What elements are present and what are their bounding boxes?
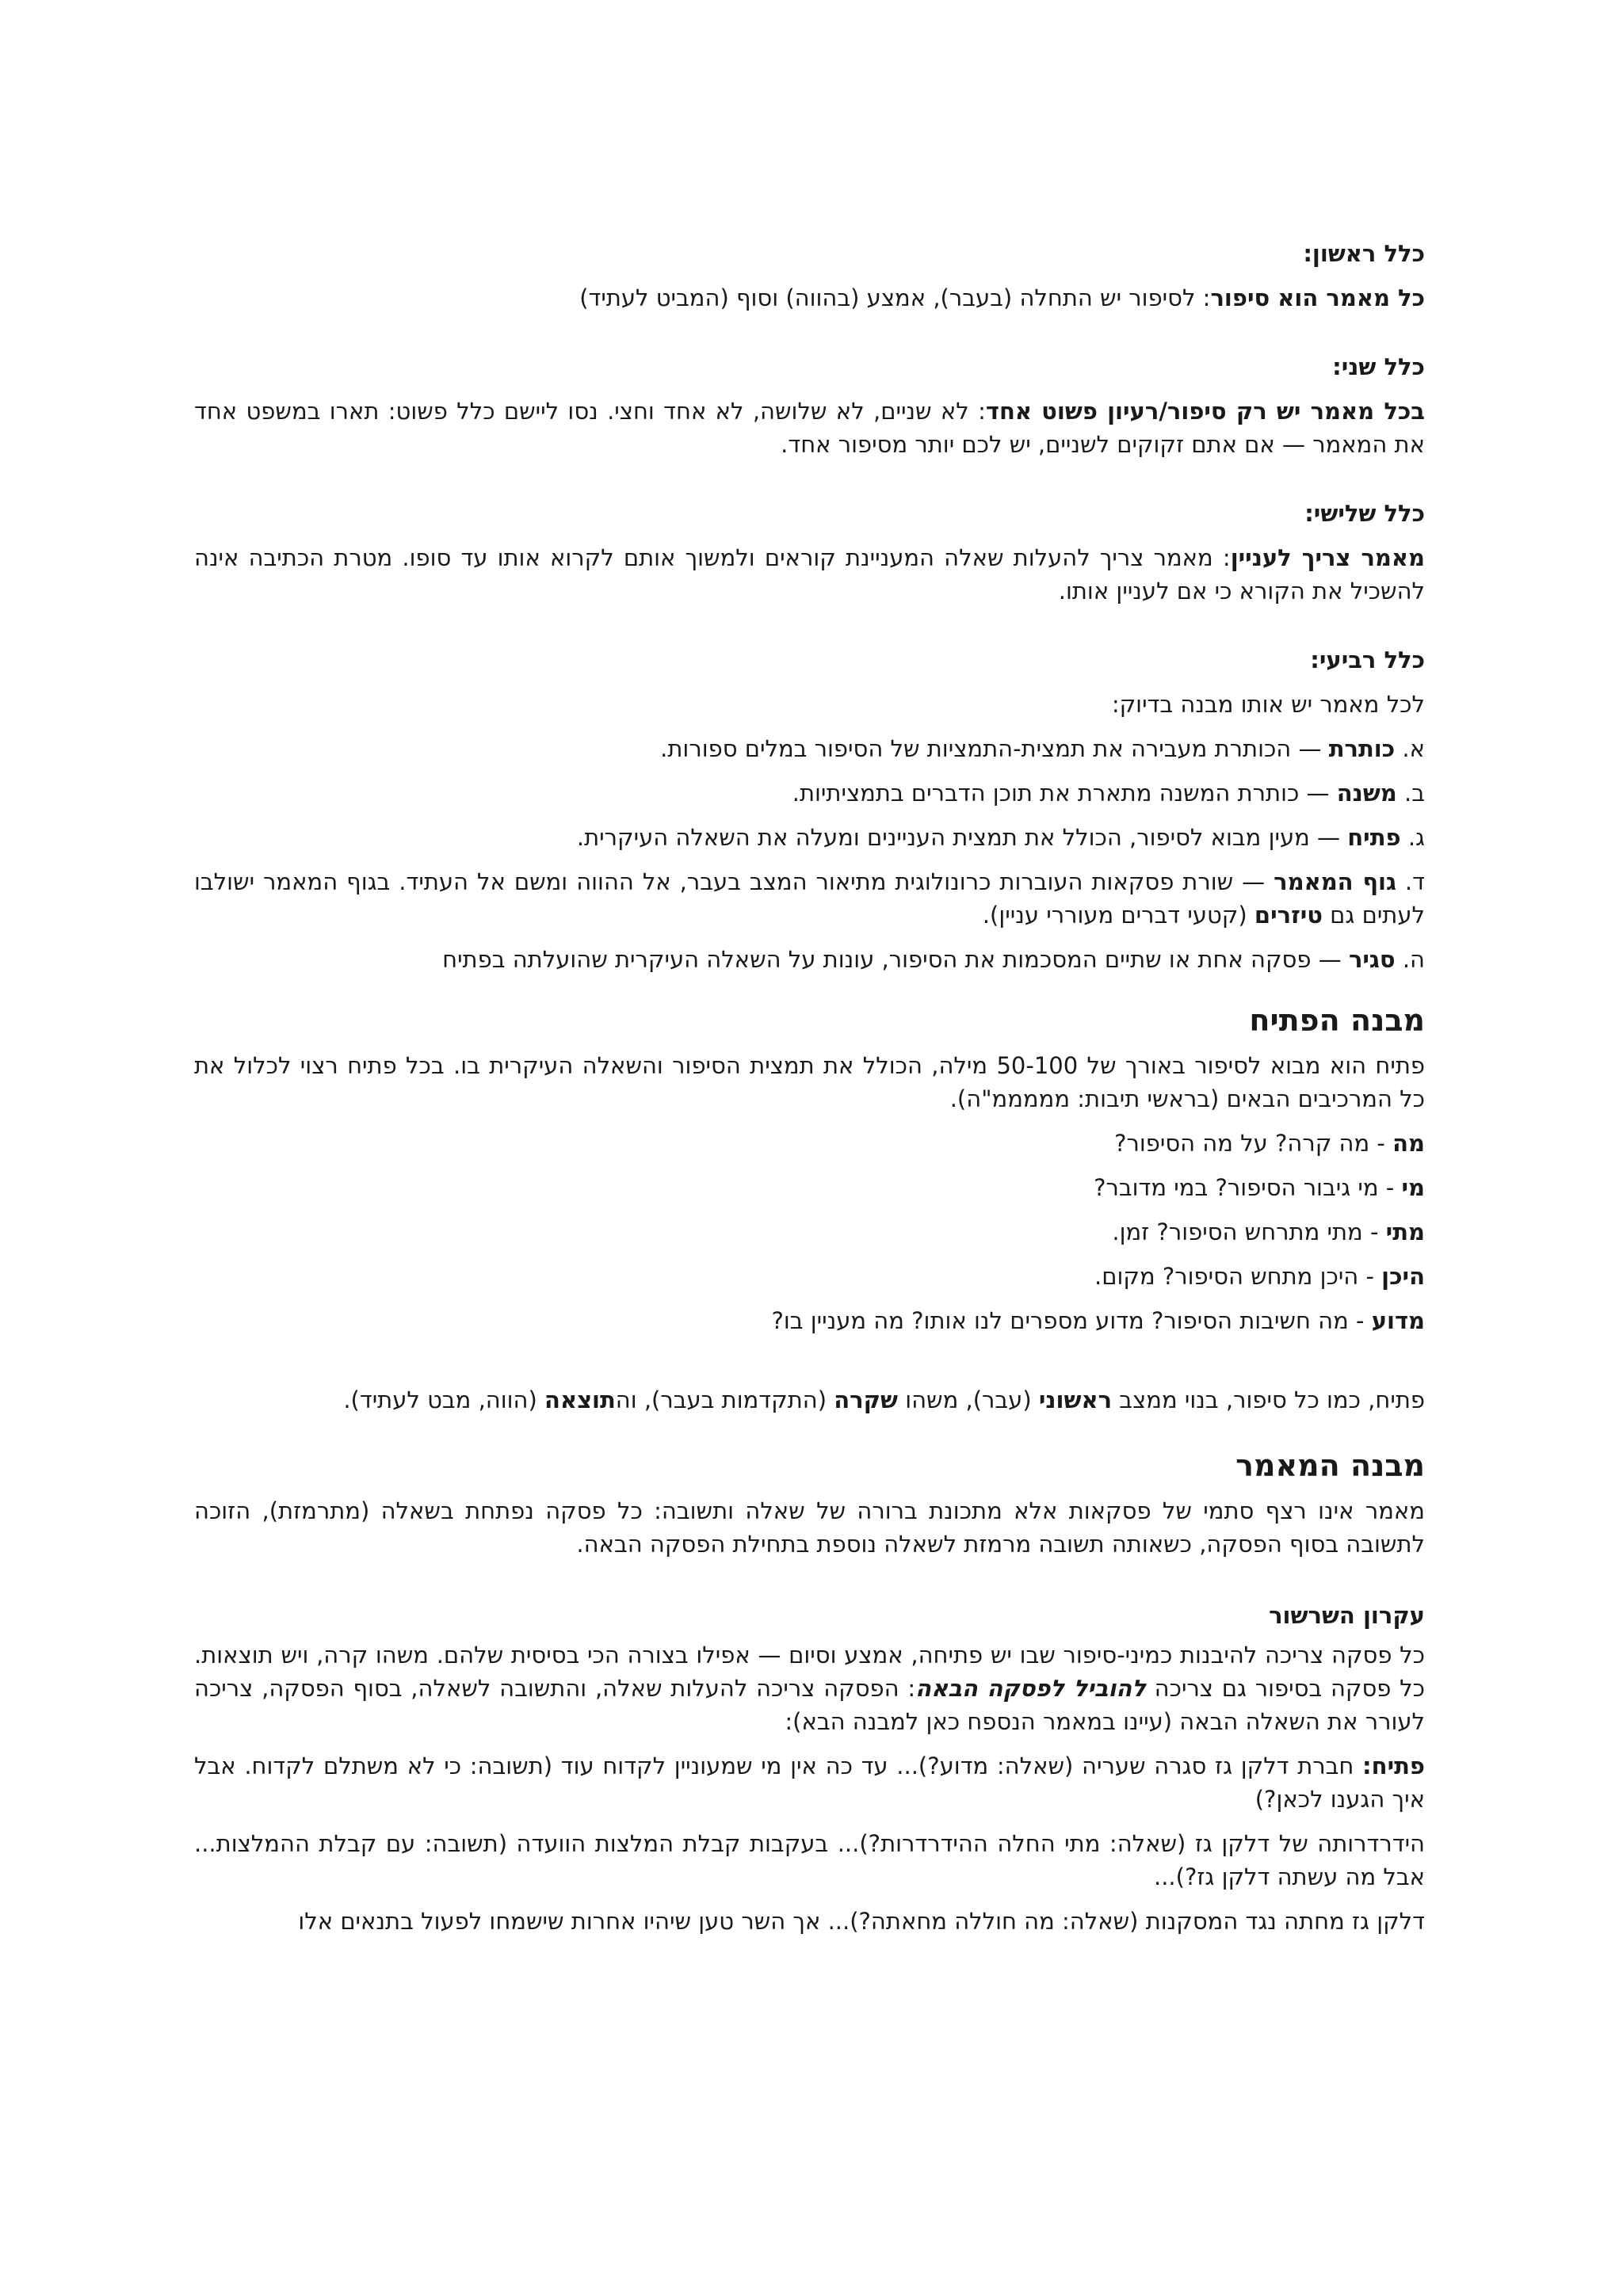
question-text: - מה חשיבות הסיפור? מדוע מספרים לנו אותו? מה מעניין בו? bbox=[771, 1307, 1372, 1334]
structure-text: מאמר אינו רצף סתמי של פסקאות אלא מתכונת ברורה של שאלה ותשובה: כל פסקה נפתחת בשאלה (מתרמזת), הזוכה לתשובה בסוף הפסקה, כשאותה תשובה מרמזת לשאלה נוספת בתחילת הפסקה הבאה. bbox=[194, 1497, 1425, 1558]
rule-three-text bbox=[194, 541, 1425, 608]
summary-term-result: תוצאה bbox=[544, 1386, 616, 1413]
list-text: — הכותרת מעבירה את תמצית-התמציות של הסיפור במלים ספורות. bbox=[660, 735, 1329, 762]
chaining-paragraph bbox=[194, 1638, 1425, 1738]
question-term: מי bbox=[1401, 1174, 1425, 1201]
rule-four-title: כלל רביעי: bbox=[1310, 646, 1425, 673]
question-term: היכן bbox=[1381, 1263, 1425, 1290]
summary-text: (התקדמות בעבר), וה bbox=[615, 1386, 834, 1413]
question-term: מדוע bbox=[1371, 1307, 1425, 1334]
list-term: גוף המאמר bbox=[1274, 868, 1396, 895]
list-item bbox=[194, 821, 1425, 854]
rule-four-section bbox=[194, 644, 1425, 976]
example-text: חברת דלקן גז סגרה שעריה (שאלה: מדוע?)... עד כה אין מי שמעוניין לקדוח עוד (תשובה: כי לא משתלם לקדוח. אבל איך הגענו לכאן?) bbox=[194, 1753, 1425, 1813]
list-prefix: ד. bbox=[1396, 868, 1425, 895]
chaining-example-two: הידרדרותה של דלקן גז (שאלה: מתי החלה ההידרדרות?)... בעקבות קבלת המלצות הוועדה (תשובה: עם קבלת ההמלצות... אבל מה עשתה דלקן גז?)... bbox=[194, 1830, 1425, 1890]
structure-heading: מבנה המאמר bbox=[1235, 1448, 1425, 1483]
list-prefix: ג. bbox=[1400, 824, 1425, 851]
list-text: — כותרת המשנה מתארת את תוכן הדברים בתמציתיות. bbox=[792, 780, 1337, 807]
rule-three-body: : מאמר צריך להעלות שאלה המעניינת קוראים ולמשוך אותם לקרוא אותו עד סופו. מטרת הכתיבה אינה להשכיל את הקורא כי אם לעניין אותו. bbox=[194, 544, 1425, 605]
chaining-example-three: דלקן גז מחתה נגד המסקנות (שאלה: מה חוללה מחאתה?)... אך השר טען שיהיו אחרות שישמחו לפעול בתנאים אלו bbox=[298, 1908, 1425, 1935]
example-label: פתיח: bbox=[1362, 1753, 1425, 1779]
chaining-heading: עקרון השרשור bbox=[1269, 1602, 1425, 1629]
chaining-text: כל פסקה צריכה להיבנות כמיני-סיפור שבו יש פתיחה, אמצע וסיום — אפילו בצורה הכי בסיסית שלהם. משהו קרה, ויש תוצאות. כל פסקה בסיפור גם צריכה bbox=[194, 1642, 1426, 1702]
list-text: — מעין מבוא לסיפור, הכולל את תמצית העניינים ומעלה את השאלה העיקרית. bbox=[576, 824, 1348, 851]
chaining-text: : הפסקה צריכה להעלות שאלה, והתשובה לשאלה, בסוף הפסקה, צריכה לעורר את השאלה הבאה (עיינו במאמר הנספח כאן למבנה הבא): bbox=[194, 1675, 1425, 1735]
question-item bbox=[194, 1171, 1425, 1204]
rule-three-title: כלל שלישי: bbox=[1304, 500, 1425, 527]
opening-intro: פתיח הוא מבוא לסיפור באורך של 50-100 מילה, הכולל את תמצית הסיפור והשאלה העיקרית בו. בכל פתיח רצוי לכלול את כל המרכיבים הבאים (בראשי תיבות: מממממ"ה). bbox=[194, 1052, 1425, 1112]
rule-two-text bbox=[194, 395, 1425, 461]
list-prefix: א. bbox=[1395, 735, 1425, 762]
rule-three-section bbox=[194, 498, 1425, 608]
summary-text: פתיח, כמו כל סיפור, בנוי ממצב bbox=[1112, 1386, 1425, 1413]
list-term: משנה bbox=[1336, 780, 1397, 807]
rule-one-text bbox=[194, 281, 1425, 315]
rule-one-body: : לסיפור יש התחלה (בעבר), אמצע (בהווה) וסוף (המביט לעתיד) bbox=[579, 284, 1211, 311]
summary-text: (עבר), משהו bbox=[897, 1386, 1039, 1413]
chaining-emphasis: להוביל לפסקה הבאה bbox=[915, 1675, 1146, 1702]
summary-text: (הווה, מבט לעתיד). bbox=[343, 1386, 545, 1413]
list-text: — פסקה אחת או שתיים המסכמות את הסיפור, עונות על השאלה העיקרית שהועלתה בפתיח bbox=[442, 946, 1349, 973]
rule-one-title: כלל ראשון: bbox=[1303, 240, 1425, 267]
summary-term-happened: שקרה bbox=[834, 1386, 898, 1413]
list-item bbox=[194, 732, 1425, 765]
question-item bbox=[194, 1260, 1425, 1293]
rule-one-section bbox=[194, 238, 1425, 315]
chaining-example-one bbox=[194, 1749, 1425, 1816]
list-prefix: ה. bbox=[1395, 946, 1425, 973]
opening-summary bbox=[194, 1383, 1425, 1417]
list-text: — שורת פסקאות העוברות כרונולוגית מתיאור המצב בעבר, אל ההווה ומשם אל העתיד. בגוף המאמר ישולבו לעתים גם bbox=[194, 868, 1425, 929]
list-item bbox=[194, 943, 1425, 976]
list-item bbox=[194, 776, 1425, 810]
question-text: - מה קרה? על מה הסיפור? bbox=[1114, 1130, 1393, 1157]
rule-three-bold: מאמר צריך לעניין bbox=[1230, 544, 1425, 571]
list-prefix: ב. bbox=[1396, 780, 1425, 807]
question-text: - מי גיבור הסיפור? במי מדובר? bbox=[1094, 1174, 1402, 1201]
question-item bbox=[194, 1215, 1425, 1249]
rule-two-bold: בכל מאמר יש רק סיפור/רעיון פשוט אחד bbox=[985, 398, 1425, 425]
question-text: - מתי מתרחש הסיפור? זמן. bbox=[1112, 1219, 1386, 1245]
rule-two-title: כלל שני: bbox=[1332, 353, 1425, 380]
summary-term-initial: ראשוני bbox=[1038, 1386, 1113, 1413]
question-item bbox=[194, 1304, 1425, 1337]
list-term: סגיר bbox=[1348, 946, 1396, 973]
rule-two-body: : לא שניים, לא שלושה, לא אחד וחצי. נסו ליישם כלל פשוט: תארו במשפט אחד את המאמר — אם אתם זקוקים לשניים, יש לכם יותר מסיפור אחד. bbox=[194, 398, 1425, 458]
rule-one-bold: כל מאמר הוא סיפור bbox=[1210, 284, 1425, 311]
question-text: - היכן מתחש הסיפור? מקום. bbox=[1094, 1263, 1382, 1290]
list-term: פתיח bbox=[1347, 824, 1401, 851]
question-term: מה bbox=[1392, 1130, 1425, 1157]
question-term: מתי bbox=[1385, 1219, 1425, 1245]
list-term: כותרת bbox=[1328, 735, 1396, 762]
rule-four-intro: לכל מאמר יש אותו מבנה בדיוק: bbox=[1111, 691, 1425, 718]
list-term-teasers: טיזרים bbox=[1254, 902, 1323, 929]
rule-two-section bbox=[194, 351, 1425, 461]
opening-heading: מבנה הפתיח bbox=[1249, 1003, 1425, 1038]
question-item bbox=[194, 1127, 1425, 1160]
list-text-tail: (קטעי דברים מעוררי עניין). bbox=[982, 902, 1254, 929]
list-item bbox=[194, 865, 1425, 932]
